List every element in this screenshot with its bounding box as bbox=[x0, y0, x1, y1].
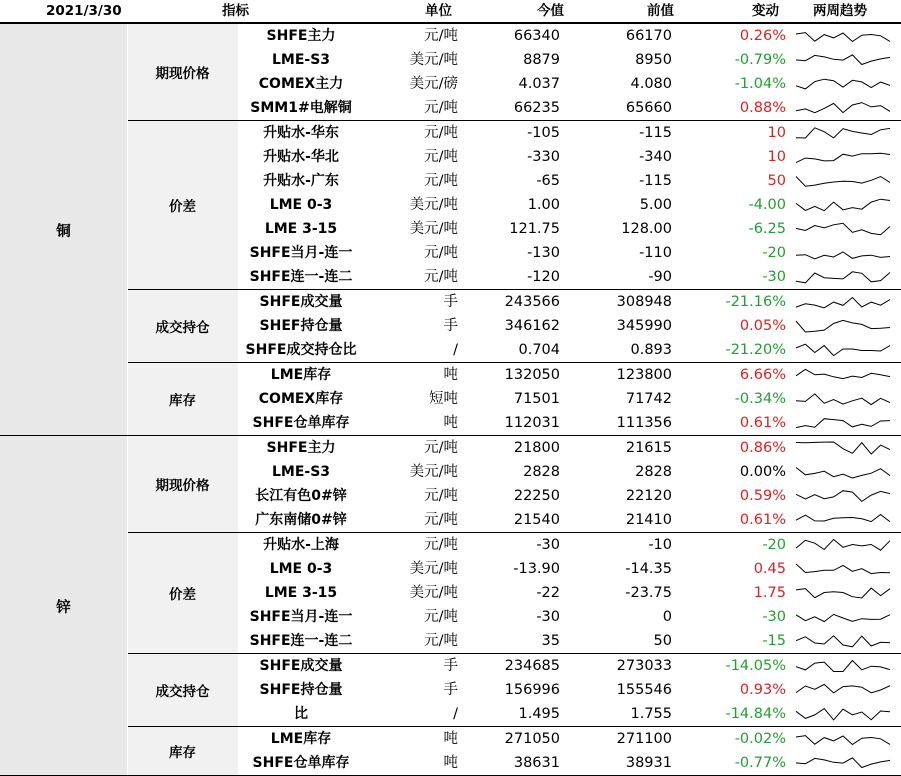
trend-sparkline bbox=[794, 487, 893, 505]
unit-cell: 元/吨 bbox=[424, 100, 458, 116]
table-row bbox=[238, 193, 901, 217]
sparkline-path bbox=[796, 419, 890, 428]
previous-value: -10 bbox=[648, 537, 672, 553]
table-row bbox=[238, 727, 901, 751]
change-value: 0.93% bbox=[739, 682, 786, 698]
indicator-cell: 升贴水-广东 bbox=[263, 173, 339, 189]
indicator-cell: LME 3-15 bbox=[264, 585, 338, 601]
trend-sparkline bbox=[794, 681, 893, 699]
trend-sparkline bbox=[794, 705, 893, 723]
unit-cell: 短吨 bbox=[429, 391, 458, 407]
previous-value: 111356 bbox=[616, 415, 672, 431]
table-row bbox=[238, 241, 901, 265]
table-row bbox=[238, 265, 901, 289]
unit-cell: 吨 bbox=[443, 755, 458, 771]
unit-cell: / bbox=[453, 342, 458, 358]
previous-value: 8950 bbox=[635, 52, 672, 68]
unit-cell: 吨 bbox=[443, 731, 458, 747]
table-row bbox=[238, 338, 901, 362]
trend-sparkline bbox=[794, 584, 893, 602]
sparkline-path bbox=[796, 614, 890, 621]
change-value: 0.86% bbox=[739, 440, 786, 456]
group-label: 库存 bbox=[127, 363, 238, 435]
unit-cell: 元/吨 bbox=[424, 173, 458, 189]
previous-value: 155546 bbox=[616, 682, 672, 698]
today-value: 22250 bbox=[513, 488, 560, 504]
change-value: -20 bbox=[762, 245, 786, 261]
table-row bbox=[238, 678, 901, 702]
sparkline-path bbox=[796, 272, 890, 283]
table-row bbox=[238, 605, 901, 629]
change-value: -6.25 bbox=[748, 221, 786, 237]
table-row bbox=[238, 557, 901, 581]
today-value: -130 bbox=[527, 245, 560, 261]
previous-value: 66170 bbox=[625, 28, 672, 44]
sparkline-path bbox=[796, 758, 890, 768]
today-value: 66340 bbox=[513, 28, 560, 44]
indicator-cell: SHFE连一-连二 bbox=[249, 269, 353, 285]
indicator-cell: SHFE成交持仓比 bbox=[245, 342, 357, 358]
trend-sparkline bbox=[794, 390, 893, 408]
change-value: -21.16% bbox=[725, 294, 786, 310]
today-value: 156996 bbox=[504, 682, 560, 698]
change-value: -4.00 bbox=[748, 197, 786, 213]
change-value: 0.05% bbox=[739, 318, 786, 334]
unit-cell: 手 bbox=[443, 294, 458, 310]
unit-cell: 手 bbox=[443, 318, 458, 334]
change-value: 10 bbox=[767, 149, 786, 165]
trend-sparkline bbox=[794, 293, 893, 311]
sparkline-path bbox=[796, 636, 890, 647]
sparkline-path bbox=[796, 369, 890, 378]
trend-sparkline bbox=[794, 439, 893, 457]
sparkline-path bbox=[796, 33, 890, 42]
change-value: -15 bbox=[762, 633, 786, 649]
change-value: -14.05% bbox=[725, 658, 786, 674]
unit-cell: 元/吨 bbox=[424, 149, 458, 165]
indicator-cell: 升贴水-华东 bbox=[263, 125, 339, 141]
indicator-cell: SHFE当月-连一 bbox=[249, 609, 353, 625]
table-row bbox=[238, 314, 901, 338]
header-today: 今值 bbox=[537, 3, 564, 19]
sparkline-path bbox=[796, 588, 890, 598]
today-value: 243566 bbox=[504, 294, 560, 310]
table-row bbox=[238, 533, 901, 557]
trend-sparkline bbox=[794, 536, 893, 554]
indicator-cell: 广东南储0#锌 bbox=[255, 512, 347, 528]
sparkline-path bbox=[796, 153, 890, 162]
unit-cell: 元/吨 bbox=[424, 28, 458, 44]
today-value: -105 bbox=[527, 125, 560, 141]
table-row bbox=[238, 581, 901, 605]
table-row bbox=[238, 217, 901, 241]
today-value: 112031 bbox=[504, 415, 560, 431]
indicator-cell: 长江有色0#锌 bbox=[255, 488, 347, 504]
table-row bbox=[238, 290, 901, 314]
previous-value: -115 bbox=[639, 173, 672, 189]
change-value: -0.34% bbox=[734, 391, 786, 407]
change-value: -1.04% bbox=[734, 76, 786, 92]
trend-sparkline bbox=[794, 511, 893, 529]
today-value: 1.00 bbox=[527, 197, 560, 213]
indicator-cell: SHFE成交量 bbox=[259, 658, 343, 674]
table-row bbox=[238, 702, 901, 726]
sparkline-path bbox=[796, 684, 890, 693]
header-change: 变动 bbox=[752, 3, 779, 19]
previous-value: 38931 bbox=[625, 755, 672, 771]
change-value: 50 bbox=[767, 173, 786, 189]
trend-sparkline bbox=[794, 414, 893, 432]
previous-value: 345990 bbox=[616, 318, 672, 334]
sparkline-path bbox=[796, 394, 890, 405]
trend-sparkline bbox=[794, 196, 893, 214]
indicator-cell: SHFE连一-连二 bbox=[249, 633, 353, 649]
trend-sparkline bbox=[794, 99, 893, 117]
header-row bbox=[0, 0, 901, 24]
today-value: -13.90 bbox=[513, 561, 560, 577]
header-unit: 单位 bbox=[425, 3, 452, 19]
today-value: 234685 bbox=[504, 658, 560, 674]
group-label: 价差 bbox=[127, 121, 238, 289]
sparkline-path bbox=[796, 442, 890, 454]
header-trend: 两周趋势 bbox=[813, 3, 867, 19]
indicator-cell: SMM1#电解铜 bbox=[250, 100, 352, 116]
group-label: 价差 bbox=[127, 533, 238, 653]
sparkline-path bbox=[796, 344, 890, 355]
sparkline-path bbox=[796, 128, 890, 138]
group-label: 成交持仓 bbox=[127, 290, 238, 362]
previous-value: 21410 bbox=[625, 512, 672, 528]
trend-sparkline bbox=[794, 220, 893, 238]
unit-cell: 美元/吨 bbox=[409, 52, 458, 68]
indicator-cell: SHFE仓单库存 bbox=[252, 755, 350, 771]
indicator-cell: 升贴水-上海 bbox=[263, 537, 339, 553]
change-value: 0.45 bbox=[753, 561, 786, 577]
today-value: 2828 bbox=[523, 464, 560, 480]
sparkline-path bbox=[796, 491, 890, 502]
indicator-cell: LME 0-3 bbox=[269, 197, 333, 213]
table-row bbox=[238, 121, 901, 145]
unit-cell: 元/吨 bbox=[424, 488, 458, 504]
sparkline-path bbox=[796, 709, 890, 720]
table-row bbox=[238, 484, 901, 508]
previous-value: 271100 bbox=[616, 731, 672, 747]
change-value: -0.79% bbox=[734, 52, 786, 68]
trend-sparkline bbox=[794, 730, 893, 748]
change-value: -30 bbox=[762, 269, 786, 285]
table-row bbox=[238, 24, 901, 48]
sparkline-path bbox=[796, 736, 890, 745]
today-value: 4.037 bbox=[518, 76, 560, 92]
indicator-cell: LME 3-15 bbox=[264, 221, 338, 237]
today-value: 0.704 bbox=[518, 342, 560, 358]
sparkline-path bbox=[796, 177, 890, 187]
header-previous: 前值 bbox=[647, 3, 674, 19]
table-row bbox=[238, 363, 901, 387]
indicator-cell: SHEF持仓量 bbox=[259, 318, 343, 334]
previous-value: 0 bbox=[662, 609, 672, 625]
change-value: 10 bbox=[767, 125, 786, 141]
sparkline-path bbox=[796, 103, 890, 113]
group-label: 库存 bbox=[127, 727, 238, 775]
indicator-cell: SHFE仓单库存 bbox=[252, 415, 350, 431]
unit-cell: / bbox=[453, 706, 458, 722]
sparkline-path bbox=[796, 298, 890, 308]
unit-cell: 元/吨 bbox=[424, 440, 458, 456]
table-row bbox=[238, 145, 901, 169]
table-row bbox=[238, 387, 901, 411]
table-row bbox=[238, 48, 901, 72]
unit-cell: 美元/吨 bbox=[409, 561, 458, 577]
sparkline-path bbox=[796, 661, 890, 672]
previous-value: -23.75 bbox=[625, 585, 672, 601]
indicator-cell: SHFE主力 bbox=[266, 440, 336, 456]
indicator-cell: SHFE主力 bbox=[266, 28, 336, 44]
unit-cell: 元/吨 bbox=[424, 269, 458, 285]
indicator-cell: COMEX主力 bbox=[258, 76, 344, 92]
unit-cell: 元/吨 bbox=[424, 609, 458, 625]
unit-cell: 元/吨 bbox=[424, 245, 458, 261]
group-label: 期现价格 bbox=[127, 24, 238, 120]
change-value: 0.26% bbox=[739, 28, 786, 44]
change-value: 0.61% bbox=[739, 512, 786, 528]
change-value: -30 bbox=[762, 609, 786, 625]
previous-value: 22120 bbox=[625, 488, 672, 504]
today-value: -120 bbox=[527, 269, 560, 285]
unit-cell: 手 bbox=[443, 682, 458, 698]
trend-sparkline bbox=[794, 754, 893, 772]
previous-value: 273033 bbox=[616, 658, 672, 674]
table-row bbox=[238, 751, 901, 775]
previous-value: -14.35 bbox=[625, 561, 672, 577]
sparkline-path bbox=[796, 79, 890, 89]
sparkline-path bbox=[796, 468, 890, 479]
previous-value: 0.893 bbox=[630, 342, 672, 358]
header-date: 2021/3/30 bbox=[46, 3, 122, 19]
table-row bbox=[238, 96, 901, 120]
table-row bbox=[238, 508, 901, 532]
previous-value: -110 bbox=[639, 245, 672, 261]
indicator-cell: 比 bbox=[294, 706, 308, 722]
change-value: 1.75 bbox=[753, 585, 786, 601]
previous-value: 1.755 bbox=[630, 706, 672, 722]
today-value: 8879 bbox=[523, 52, 560, 68]
unit-cell: 元/吨 bbox=[424, 633, 458, 649]
sparkline-path bbox=[796, 223, 890, 234]
change-value: -21.20% bbox=[725, 342, 786, 358]
unit-cell: 美元/吨 bbox=[409, 197, 458, 213]
today-value: -30 bbox=[536, 609, 560, 625]
change-value: 6.66% bbox=[739, 367, 786, 383]
sparkline-path bbox=[796, 252, 890, 259]
trend-sparkline bbox=[794, 148, 893, 166]
unit-cell: 吨 bbox=[443, 367, 458, 383]
change-value: 0.59% bbox=[739, 488, 786, 504]
trend-sparkline bbox=[794, 268, 893, 286]
previous-value: 50 bbox=[653, 633, 672, 649]
today-value: 121.75 bbox=[509, 221, 560, 237]
trend-sparkline bbox=[794, 632, 893, 650]
unit-cell: 美元/吨 bbox=[409, 585, 458, 601]
change-value: -20 bbox=[762, 537, 786, 553]
previous-value: 123800 bbox=[616, 367, 672, 383]
change-value: -0.77% bbox=[734, 755, 786, 771]
unit-cell: 美元/吨 bbox=[409, 221, 458, 237]
sparkline-path bbox=[796, 515, 890, 522]
header-indicator: 指标 bbox=[222, 3, 249, 19]
today-value: 132050 bbox=[504, 367, 560, 383]
trend-sparkline bbox=[794, 341, 893, 359]
trend-sparkline bbox=[794, 244, 893, 262]
indicator-cell: LME库存 bbox=[270, 731, 332, 747]
trend-sparkline bbox=[794, 27, 893, 45]
sparkline-path bbox=[796, 199, 890, 211]
unit-cell: 美元/磅 bbox=[409, 76, 458, 92]
unit-cell: 元/吨 bbox=[424, 537, 458, 553]
trend-sparkline bbox=[794, 657, 893, 675]
today-value: 346162 bbox=[504, 318, 560, 334]
group-label: 期现价格 bbox=[127, 436, 238, 532]
previous-value: 65660 bbox=[625, 100, 672, 116]
today-value: 21540 bbox=[513, 512, 560, 528]
today-value: -330 bbox=[527, 149, 560, 165]
previous-value: 71742 bbox=[625, 391, 672, 407]
previous-value: 128.00 bbox=[621, 221, 672, 237]
unit-cell: 手 bbox=[443, 658, 458, 674]
trend-sparkline bbox=[794, 463, 893, 481]
today-value: 38631 bbox=[513, 755, 560, 771]
today-value: -65 bbox=[536, 173, 560, 189]
table-row bbox=[238, 629, 901, 653]
previous-value: -115 bbox=[639, 125, 672, 141]
change-value: 0.61% bbox=[739, 415, 786, 431]
indicator-cell: SHFE成交量 bbox=[259, 294, 343, 310]
today-value: 71501 bbox=[513, 391, 560, 407]
indicator-cell: SHFE持仓量 bbox=[259, 682, 343, 698]
unit-cell: 美元/吨 bbox=[409, 464, 458, 480]
change-value: 0.00% bbox=[739, 464, 786, 480]
sparkline-path bbox=[796, 564, 890, 574]
change-value: -14.84% bbox=[725, 706, 786, 722]
today-value: -22 bbox=[536, 585, 560, 601]
trend-sparkline bbox=[794, 608, 893, 626]
previous-value: 21615 bbox=[625, 440, 672, 456]
previous-value: -340 bbox=[639, 149, 672, 165]
sparkline-path bbox=[796, 320, 890, 332]
trend-sparkline bbox=[794, 560, 893, 578]
today-value: 66235 bbox=[513, 100, 560, 116]
trend-sparkline bbox=[794, 317, 893, 335]
indicator-cell: 升贴水-华北 bbox=[263, 149, 339, 165]
table-row bbox=[238, 436, 901, 460]
today-value: 271050 bbox=[504, 731, 560, 747]
previous-value: -90 bbox=[648, 269, 672, 285]
unit-cell: 元/吨 bbox=[424, 512, 458, 528]
today-value: 21800 bbox=[513, 440, 560, 456]
table-row bbox=[238, 411, 901, 435]
indicator-cell: SHFE当月-连一 bbox=[249, 245, 353, 261]
previous-value: 5.00 bbox=[639, 197, 672, 213]
table-row bbox=[238, 460, 901, 484]
change-value: -0.02% bbox=[734, 731, 786, 747]
sparkline-path bbox=[796, 55, 890, 65]
indicator-cell: LME-S3 bbox=[271, 52, 331, 68]
table-row bbox=[238, 72, 901, 96]
trend-sparkline bbox=[794, 75, 893, 93]
trend-sparkline bbox=[794, 124, 893, 142]
unit-cell: 元/吨 bbox=[424, 125, 458, 141]
previous-value: 2828 bbox=[635, 464, 672, 480]
trend-sparkline bbox=[794, 366, 893, 384]
metal-label: 铜 bbox=[0, 24, 128, 436]
today-value: 35 bbox=[541, 633, 560, 649]
trend-sparkline bbox=[794, 172, 893, 190]
trend-sparkline bbox=[794, 51, 893, 69]
change-value: 0.88% bbox=[739, 100, 786, 116]
sparkline-path bbox=[796, 539, 890, 550]
today-value: 1.495 bbox=[518, 706, 560, 722]
table-row bbox=[238, 654, 901, 678]
previous-value: 4.080 bbox=[630, 76, 672, 92]
indicator-cell: LME 0-3 bbox=[269, 561, 333, 577]
indicator-cell: COMEX库存 bbox=[258, 391, 344, 407]
group-label: 成交持仓 bbox=[127, 654, 238, 726]
previous-value: 308948 bbox=[616, 294, 672, 310]
indicator-cell: LME库存 bbox=[270, 367, 332, 383]
metal-label: 锌 bbox=[0, 436, 128, 776]
table-row bbox=[238, 169, 901, 193]
indicator-cell: LME-S3 bbox=[271, 464, 331, 480]
unit-cell: 吨 bbox=[443, 415, 458, 431]
today-value: -30 bbox=[536, 537, 560, 553]
